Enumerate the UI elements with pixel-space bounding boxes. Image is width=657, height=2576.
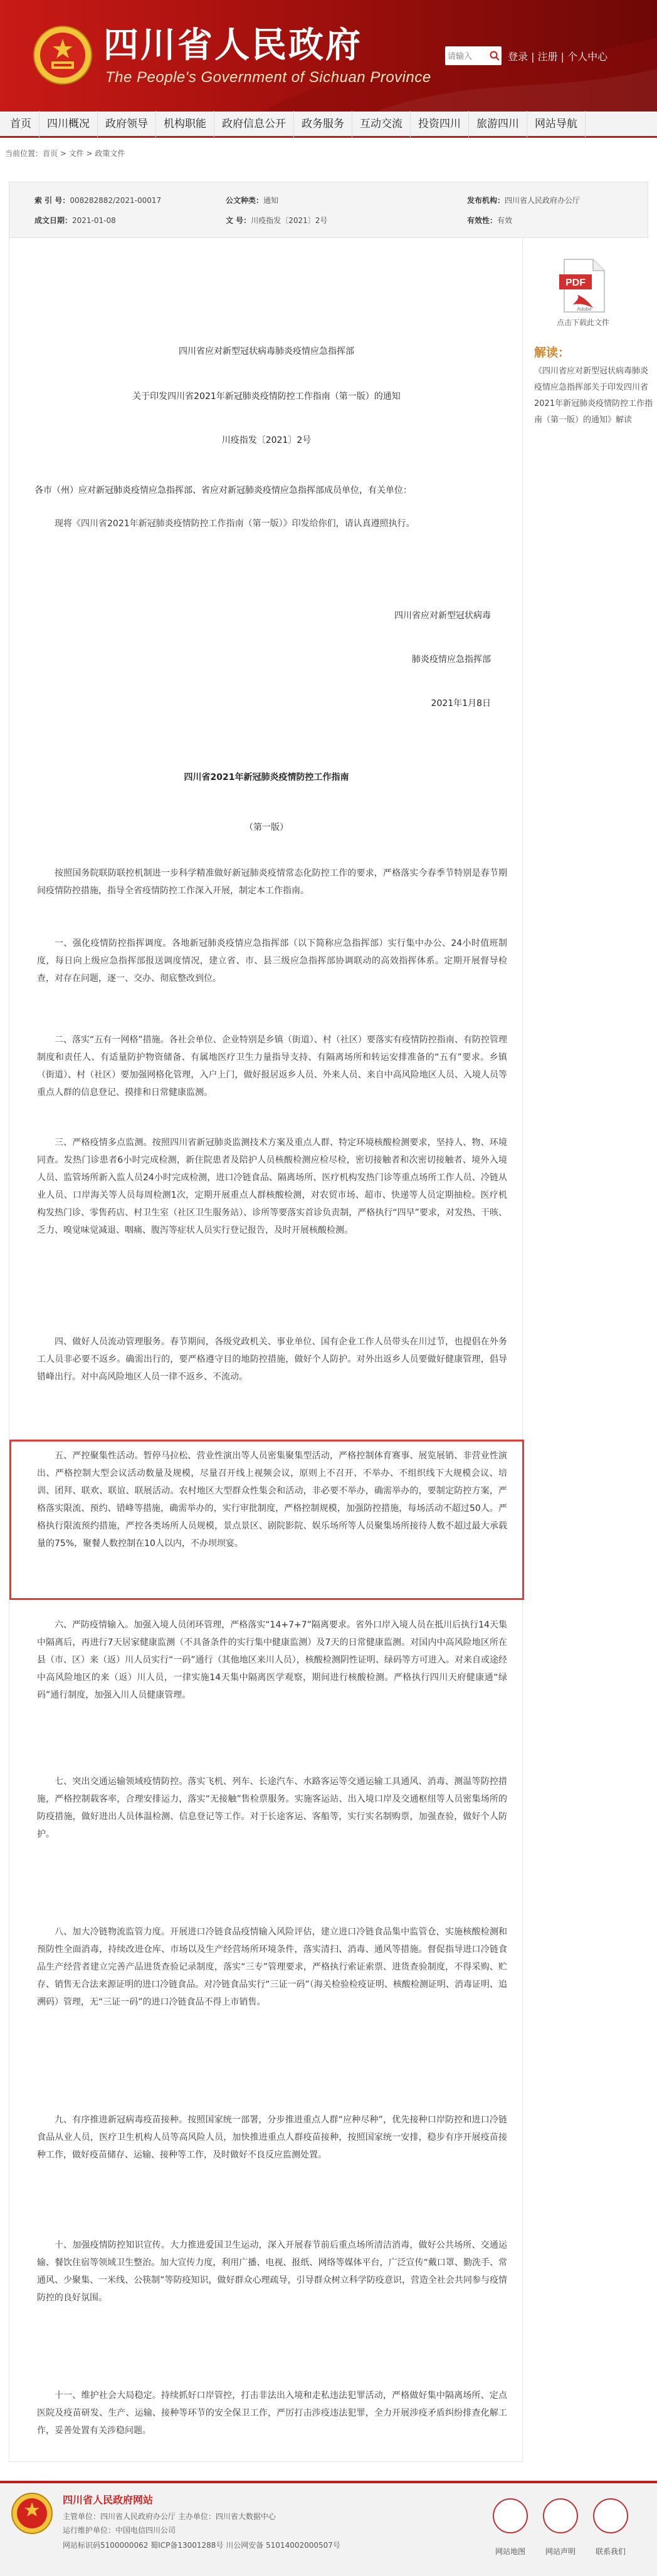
guide-section-3: 三、严格疫情多点监测。按照四川省新冠肺炎监测技术方案及重点人群、特定环境核酸检测要求，坚持人、物、环境同查。发热门诊患者6小时完成检测，新住院患者及陪护人员核酸检测应检尽检，密切接触者和次密切接触者、境外入境人员、监管场所新入监人员24小时完成检测，进口冷链食品、隔离场所、医疗机构发热门诊等重点场所工作人员、冷链从业人员、口岸海关等人员每周检测1次，定期开展重点人群核酸检测，对农贸市场、超市、快递等人员定期抽检。医疗机构发热门诊、零售药店、村卫生室（社区卫生服务站）、诊所等要落实首诊负责制，严格执行“四早”要求，对发热、干咳、乏力、嗅觉味觉减退、咽痛、腹泻等症状人员实行登记报告，及时开展核酸检测。	[37, 1138, 507, 1235]
nav-item-interaction[interactable]: 互动交流	[352, 111, 411, 137]
statement-badge-icon[interactable]	[543, 2498, 578, 2533]
svg-text:PDF: PDF	[565, 278, 586, 288]
header-account-links[interactable]: 登录 | 注册 | 个人中心	[508, 50, 608, 63]
meta-date-label: 成文日期：	[34, 216, 73, 225]
article-intro: 现将《四川省2021年新冠肺炎疫情防控工作指南（第一版）》印发给你们，请认真遵照执行。	[55, 519, 415, 529]
highlight-box	[9, 1440, 524, 1600]
footer-line-1: 主管单位：四川省人民政府办公厅 主办单位：四川省大数据中心	[63, 2512, 276, 2521]
guide-section-6: 六、严防疫情输入。加强入境人员闭环管理，严格落实“14+7+7”隔离要求。省外口岸入境人员在抵川后执行14天集中隔离后，再进行7天居家健康监测（不具备条件的实行集中健康监测）及7天的日常健康监测。对国内中高风险地区所在县（市、区）来（返）川人员实行“一码”通行（其他地区来川人员），核酸检测阴性证明、绿码等方可进入。对来自或途经中高风险地区的来（返）川人员，一律实施14天集中隔离医学观察，期间进行核酸检测。严格执行四川天府健康通“绿码”通行制度，加强入川人员健康管理。	[37, 1620, 507, 1700]
nav-item-home[interactable]: 首页	[4, 111, 39, 137]
footer-line-3: 网站标识码5100000062 蜀ICP备13001288号 川公网安备 51014002000507号	[63, 2541, 340, 2550]
article-greeting: 各市（州）应对新冠肺炎疫情应急指挥部、省应对新冠肺炎疫情应急指挥部成员单位，有关单位：	[34, 486, 412, 496]
footer-link-statement[interactable]: 网站声明	[545, 2547, 576, 2556]
site-subtitle: The People's Government of Sichuan Province	[105, 69, 431, 86]
article-doc-number: 川疫指发〔2021〕2号	[221, 435, 312, 445]
header-tools	[445, 45, 652, 66]
document-meta	[9, 182, 648, 238]
pdf-download-link[interactable]: 点击下载此文件	[556, 318, 609, 327]
nav-item-tourism[interactable]: 旅游四川	[469, 111, 527, 137]
meta-index-label: 索 引 号：	[34, 196, 70, 205]
guide-section-11: 十一、维护社会大局稳定。持续抓好口岸管控，打击非法出入境和走私违法犯罪活动，严格做好集中隔离场所、定点医院及疫苗研发、生产、运输、接种等环节的安全保卫工作，严厉打击涉疫违法犯罪，全力开展涉疫矛盾纠纷排查化解工作，妥善处置有关涉稳问题。	[37, 2391, 507, 2436]
article-sign-org-2: 肺炎疫情应急指挥部	[412, 655, 491, 665]
article-org: 四川省应对新型冠状病毒肺炎疫情应急指挥部	[179, 346, 354, 356]
site-header	[0, 0, 657, 112]
meta-status-value: 有效	[497, 216, 513, 225]
nav-item-sitemap[interactable]: 网站导航	[527, 111, 586, 137]
nav-item-invest[interactable]: 投资四川	[411, 111, 469, 137]
meta-category-label: 公文种类：	[226, 196, 264, 205]
guide-title: 四川省2021年新冠肺炎疫情防控工作指南	[184, 772, 349, 782]
guide-section-8: 八、加大冷链物流监管力度。开展进口冷链食品疫情输入风险评估，建立进口冷链食品集中监管仓，实施核酸检测和预防性全面消毒，持续改进仓库、市场以及生产经营场所环境条件，落实清扫、消毒、通风等措施。督促指导进口冷链食品生产经营者建立完善产品进货查验记录制度，落实“三专”管理要求，严格执行索证索票、进货查验制度，不得采购、贮存、销售无合法来源证明的进口冷链食品。对冷链食品实行“三证一码”（海关检验检疫证明、核酸检测证明、消毒证明、追溯码）管理，无“三证一码”的进口冷链食品不得上市销售。	[37, 1927, 507, 2007]
meta-category-value: 通知	[263, 196, 279, 205]
guide-section-2: 二、落实“五有一网格”措施。各社会单位、企业特别是乡镇（街道）、村（社区）要落实有疫情防控指南、有防控管理制度和责任人、有适量防护物资储备、有属地医疗卫生力量指导支持、有隔离场所和转运安排准备的“五有”要求。乡镇（街道）、村（社区）要加强网格化管理，入户上门，做好报居返乡人员、外来人员、来自中高风险地区人员、入境人员等重点人群的信息登记、摸排和日常健康监测。	[37, 1035, 507, 1098]
meta-doc-label: 文 号：	[226, 216, 251, 225]
search-icon[interactable]	[489, 50, 500, 61]
site-footer	[0, 2481, 657, 2576]
guide-section-9: 九、有序推进新冠病毒疫苗接种。按照国家统一部署，分步推进重点人群“应种尽种”，优先接种口岸防控和进口冷链食品从业人员，医疗卫生机构人员等高风险人员，加快推进重点人群疫苗接种，按照国家统一安排，稳步有序开展疫苗接种工作，做好疫苗储存、运输、接种等工作，及时做好不良反应监测处置。	[37, 2115, 507, 2160]
guide-section-10: 十、加强疫情防控知识宣传。大力推进爱国卫生运动，深入开展春节前后重点场所清洁消毒，做好公共场所、交通运输、餐饮住宿等领域卫生整治。加大宣传力度，利用广播、电视、报纸、网络等媒体平台，广泛宣传“戴口罩、勤洗手、常通风、少聚集、一米线、公筷制”等防疫知识，做好群众心理疏导，引导群众树立科学防疫意识，营造全社会共同参与疫情防控的良好氛围。	[37, 2240, 507, 2303]
explain-title: 解读：	[534, 346, 570, 360]
nav-item-leaders[interactable]: 政府领导	[98, 111, 156, 137]
guide-version: （第一版）	[244, 823, 288, 833]
article-sign-org-1: 四川省应对新型冠状病毒	[394, 611, 491, 621]
meta-issuer-value: 四川省人民政府办公厅	[505, 196, 581, 205]
footer-link-sitemap[interactable]: 网站地图	[495, 2547, 525, 2556]
meta-issuer-label: 发布机构：	[467, 196, 505, 205]
search-box[interactable]	[445, 46, 502, 65]
article-title: 关于印发四川省2021年新冠肺炎疫情防控工作指南（第一版）的通知	[132, 392, 401, 402]
national-emblem-icon[interactable]	[33, 25, 93, 85]
breadcrumb[interactable]: 当前位置：首页 > 文件 > 政策文件	[5, 149, 125, 158]
site-title[interactable]: 四川省人民政府	[103, 24, 362, 66]
guide-preface: 按照国务院联防联控机制进一步科学精准做好新冠肺炎疫情常态化防控工作的要求，严格落实今春季节特别是春节期间疫情防控措施，指导全省疫情防控工作深入开展，制定本工作指南。	[37, 868, 507, 896]
sitemap-badge-icon[interactable]	[493, 2498, 528, 2533]
footer-site-name: 四川省人民政府网站	[63, 2494, 154, 2506]
footer-emblem-icon	[9, 2491, 55, 2541]
main-nav	[0, 112, 657, 138]
meta-doc-value: 川疫指发〔2021〕2号	[251, 216, 328, 225]
article-sign-date: 2021年1月8日	[431, 699, 491, 709]
nav-item-services[interactable]: 政务服务	[294, 111, 352, 137]
meta-row	[9, 195, 649, 210]
guide-section-4: 四、做好人员流动管理服务。春节期间，各级党政机关、事业单位、国有企业工作人员带头在川过节，也提倡在外务工人员非必要不返乡。确需出行的，要严格遵守目的地防控措施，做好个人防护。对外出返乡人员要做好健康管理，倡导错峰出行。对中高风险地区人员一律不返乡、不流动。	[37, 1337, 507, 1382]
footer-link-contact[interactable]: 联系我们	[595, 2547, 626, 2556]
nav-item-functions[interactable]: 机构职能	[156, 111, 214, 137]
nav-item-overview[interactable]: 四川概况	[39, 111, 98, 137]
pdf-download-icon[interactable]	[558, 258, 608, 313]
contact-badge-icon[interactable]	[593, 2498, 628, 2533]
meta-index-value: 008282882/2021-00017	[70, 196, 162, 205]
meta-row	[9, 215, 649, 230]
article-content	[9, 238, 523, 2462]
footer-line-2: 运行维护单位：中国电信四川公司	[63, 2526, 176, 2535]
guide-section-7: 七、突出交通运输领域疫情防控。落实飞机、列车、长途汽车、水路客运等交通运输工具通风、消毒、测温等防控措施，严格控制载客率，合理安排运力，落实“无接触”售检票服务。实施客运站、出入境口岸及交通枢纽等人员密集场所的防疫措施，做好进出人员体温检测、信息登记等工作。对于长途客运、客船等，实行实名制购票，加强查验，做好个人防护。	[37, 1777, 507, 1839]
search-input[interactable]	[448, 51, 489, 61]
svg-text:Adobe: Adobe	[577, 306, 592, 312]
meta-status-label: 有效性：	[467, 216, 498, 225]
nav-item-info-public[interactable]: 政府信息公开	[214, 111, 294, 137]
explain-link[interactable]: 《四川省应对新型冠状病毒肺炎疫情应急指挥部关于印发四川省2021年新冠肺炎疫情防控工作指南（第一版）的通知》解读	[534, 366, 653, 425]
guide-section-1: 一、强化疫情防控指挥调度。各地新冠肺炎疫情应急指挥部（以下简称应急指挥部）实行集中办公、24小时值班制度，每日向上级应急指挥部报送调度情况，建立省、市、县三级应急指挥部协调联动的高效指挥体系。定期开展督导检查，对存在问题，逐一、交办、彻底整改到位。	[37, 938, 507, 984]
meta-date-value: 2021-01-08	[72, 216, 116, 225]
guide-section-5: 五、严控聚集性活动。暂停马拉松、营业性演出等人员密集聚集型活动，严格控制体育赛事、展览展销、非营业性演出、严格控制大型会议活动数量及规模，尽量召开线上视频会议，原则上不召开、不举办、不组织线下大规模会议、培训、团拜、联欢、联谊、联展活动。农村地区大型群众性集会和活动，非必要不举办，确需举办的，要制定防控方案，严格落实限流、预约、错峰等措施，确需举办的，实行审批制度，严格控制规模，加强防控措施，每场活动不超过50人。严格执行限流预约措施，严控各类场所人员规模，景点景区、剧院影院、娱乐场所等人员聚集场所接待人数不超过最大承载量的75%，聚餐人数控制在10人以内，不办坝坝宴。	[37, 1451, 507, 1549]
